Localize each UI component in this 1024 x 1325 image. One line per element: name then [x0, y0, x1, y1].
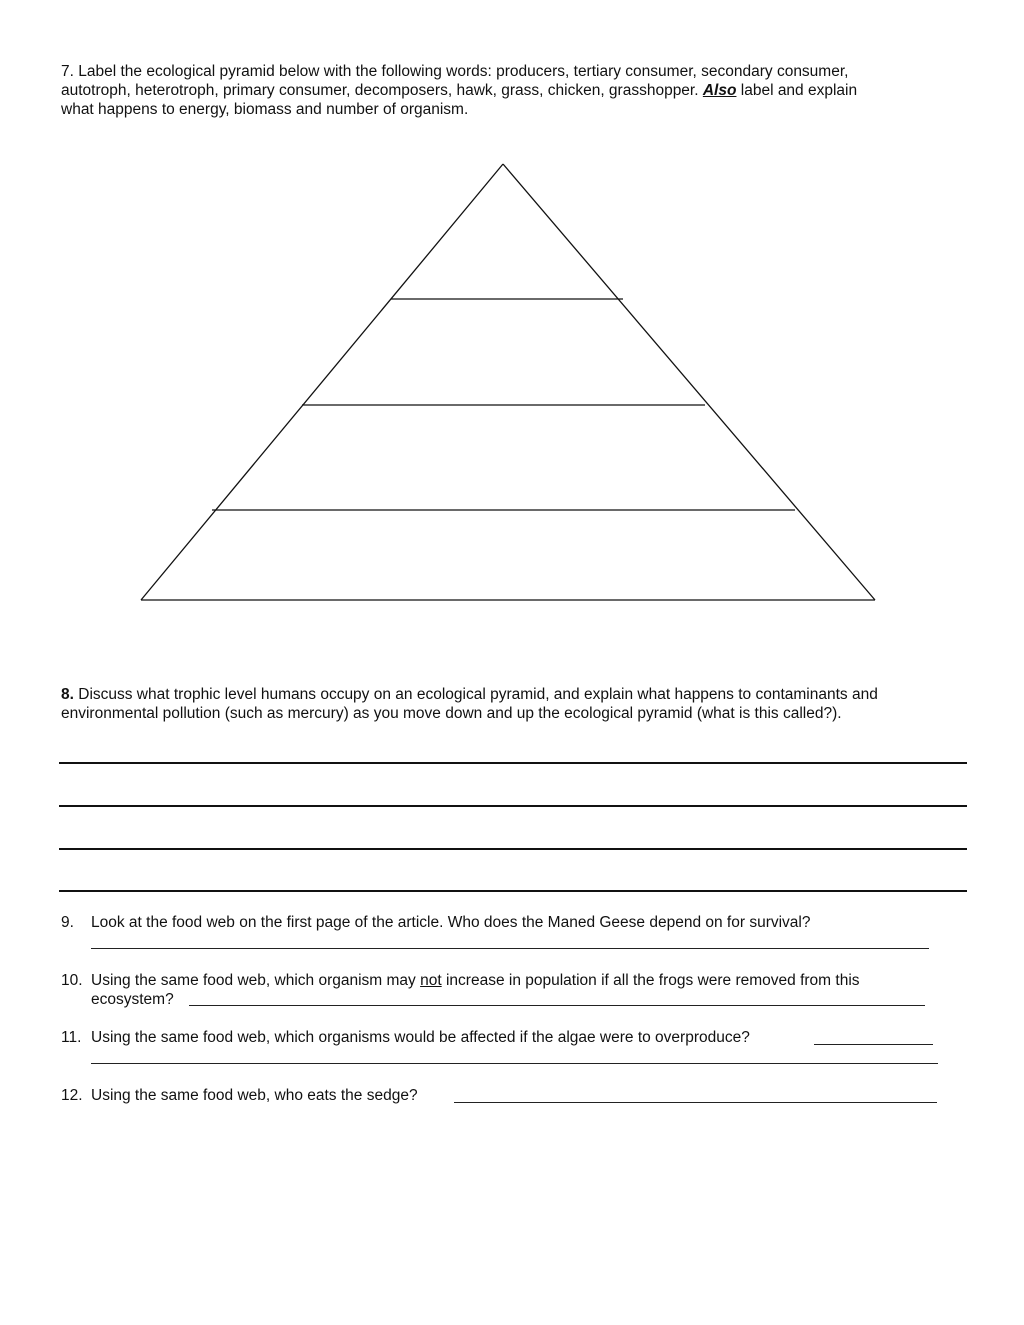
pyramid-left-edge — [141, 164, 503, 600]
q8-line-1-text: Discuss what trophic level humans occupy on an ecological pyramid, and explain what happens to contaminants and — [73, 686, 878, 703]
q8-number: 8. — [61, 686, 74, 703]
q10-line-1 — [91, 971, 860, 991]
q8-answer-line-1[interactable] — [59, 762, 967, 764]
q12-text: Using the same food web, who eats the sedge? — [91, 1087, 418, 1104]
q10-number: 10. — [61, 972, 83, 989]
q8-answer-line-3[interactable] — [59, 848, 967, 850]
q8-line-1 — [61, 685, 878, 705]
q12-number: 12. — [61, 1087, 83, 1104]
q11-answer-line-1[interactable] — [814, 1044, 933, 1045]
q7-line-2-end: label and explain — [736, 82, 858, 99]
q10-answer-line[interactable] — [189, 1005, 925, 1006]
q9-answer-line[interactable] — [91, 948, 929, 949]
q9-text: Look at the food web on the first page of the article. Who does the Maned Geese depend on for survival? — [91, 914, 811, 931]
q11-number: 11. — [61, 1029, 82, 1046]
q7-line-3: what happens to energy, biomass and number of organism. — [61, 101, 469, 118]
q10-text: Using the same food web, which organism may — [91, 972, 421, 989]
q11-text: Using the same food web, which organisms would be affected if the algae were to overproduce? — [91, 1029, 750, 1046]
q7-also-emphasis: Also — [702, 82, 737, 99]
q10-line-2: ecosystem? — [91, 991, 174, 1008]
q7-line-1: 7. Label the ecological pyramid below with the following words: producers, tertiary consumer, secondary consumer, — [61, 63, 849, 80]
q10-not-emphasis: not — [420, 972, 442, 989]
q11-answer-line-2[interactable] — [91, 1063, 938, 1064]
q10-text-end: increase in population if all the frogs were removed from this — [441, 972, 860, 989]
q12-answer-line[interactable] — [454, 1102, 937, 1103]
q8-answer-line-2[interactable] — [59, 805, 967, 807]
q7-line-2-text: autotroph, heterotroph, primary consumer, decomposers, hawk, grass, chicken, grasshopper. — [61, 82, 703, 99]
q8-line-2: environmental pollution (such as mercury) as you move down and up the ecological pyramid (what is this called?). — [61, 705, 842, 722]
q9-number: 9. — [61, 914, 74, 931]
q8-answer-line-4[interactable] — [59, 890, 967, 892]
pyramid-right-edge — [503, 164, 875, 600]
